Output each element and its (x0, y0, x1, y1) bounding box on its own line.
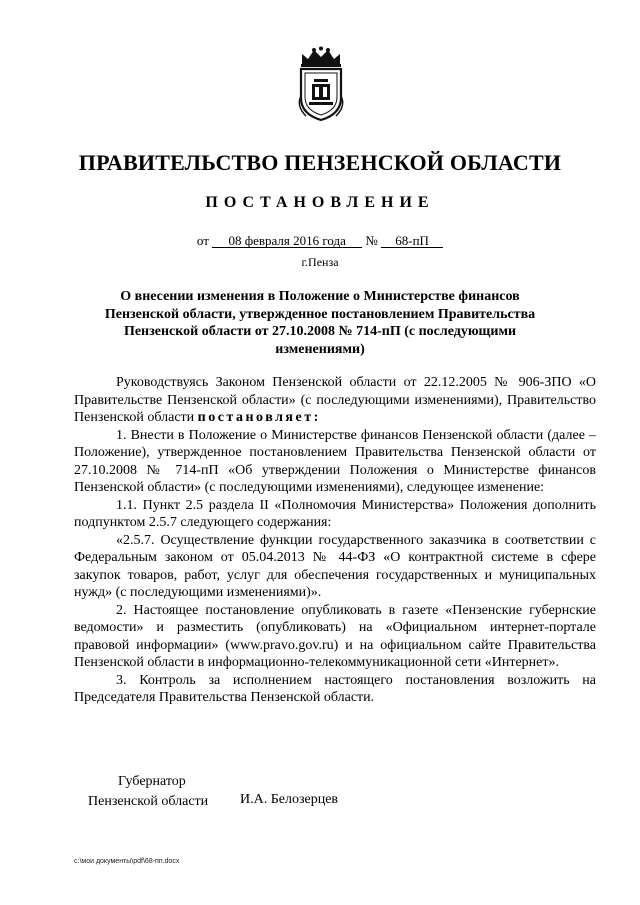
signatory-name: И.А. Белозерцев (240, 792, 339, 807)
paragraph-1-1: 1.1. Пункт 2.5 раздела II «Полномочия Министерства» Положения дополнить подпунктом 2.5.7 следующего содержания: (74, 497, 596, 530)
government-title: ПРАВИТЕЛЬСТВО ПЕНЗЕНСКОЙ ОБЛАСТИ (78, 150, 562, 175)
document-number: 68-пП (381, 234, 443, 248)
preamble-text: Руководствуясь Законом Пензенской области от 22.12.2005 № 906-ЗПО «О Правительстве Пензенской области» (с последующими изменениями), Правительство Пензенской области (74, 375, 596, 425)
signatory-position (88, 772, 208, 812)
number-prefix: № (365, 233, 378, 248)
file-path-footer: c:\мои документы\pdf\68-пп.docx (74, 858, 180, 865)
document-type: ПОСТАНОВЛЕНИЕ (205, 194, 435, 211)
signatory-position-line1: Губернатор (118, 774, 186, 789)
document-date: 08 февраля 2016 года (212, 234, 362, 248)
resolves-word: постановляет: (197, 410, 321, 425)
paragraph-1: 1. Внести в Положение о Министерстве финансов Пензенской области (далее – Положение), утвержденное постановлением Правительства Пензенской области от 27.10.2008 № 714-пП «Об утверждении Положения о Министерстве финансов Пензенской области» (с последующими изменениями), следующее изменение: (74, 427, 596, 495)
date-prefix: от (196, 233, 209, 248)
paragraph-3: 3. Контроль за исполнением настоящего постановления возложить на Председателя Правительства Пензенской области. (74, 672, 596, 705)
document-body (74, 374, 596, 707)
preamble (74, 374, 596, 427)
paragraph-1-1-quote: «2.5.7. Осуществление функции государственного заказчика в соответствии с Федеральным законом от 05.04.2013 № 44-ФЗ «О контрактной системе в сфере закупок товаров, работ, услуг для обеспечения государственных и муниципальных нужд» (с последующими изменениями)». (74, 532, 596, 600)
paragraph-2: 2. Настоящее постановление опубликовать в газете «Пензенские губернские ведомости» и разместить (опубликовать) на «Официальном интернет-портале правовой информации» (www.pravo.gov.ru) и на официальном сайте Правительства Пензенской области в информационно-телекоммуникационной сети «Интернет». (74, 602, 596, 670)
signatory-position-line2: Пензенской области (88, 794, 209, 809)
date-number-line (0, 233, 640, 249)
penza-coat-of-arms-icon (292, 46, 350, 122)
city: г.Пенза (301, 255, 339, 269)
document-subject: О внесении изменения в Положение о Министерстве финансов Пензенской области, утвержденное постановлением Правительства Пензенской области от 27.10.2008 № 714-пП (с последующими изменениями) (104, 289, 536, 357)
